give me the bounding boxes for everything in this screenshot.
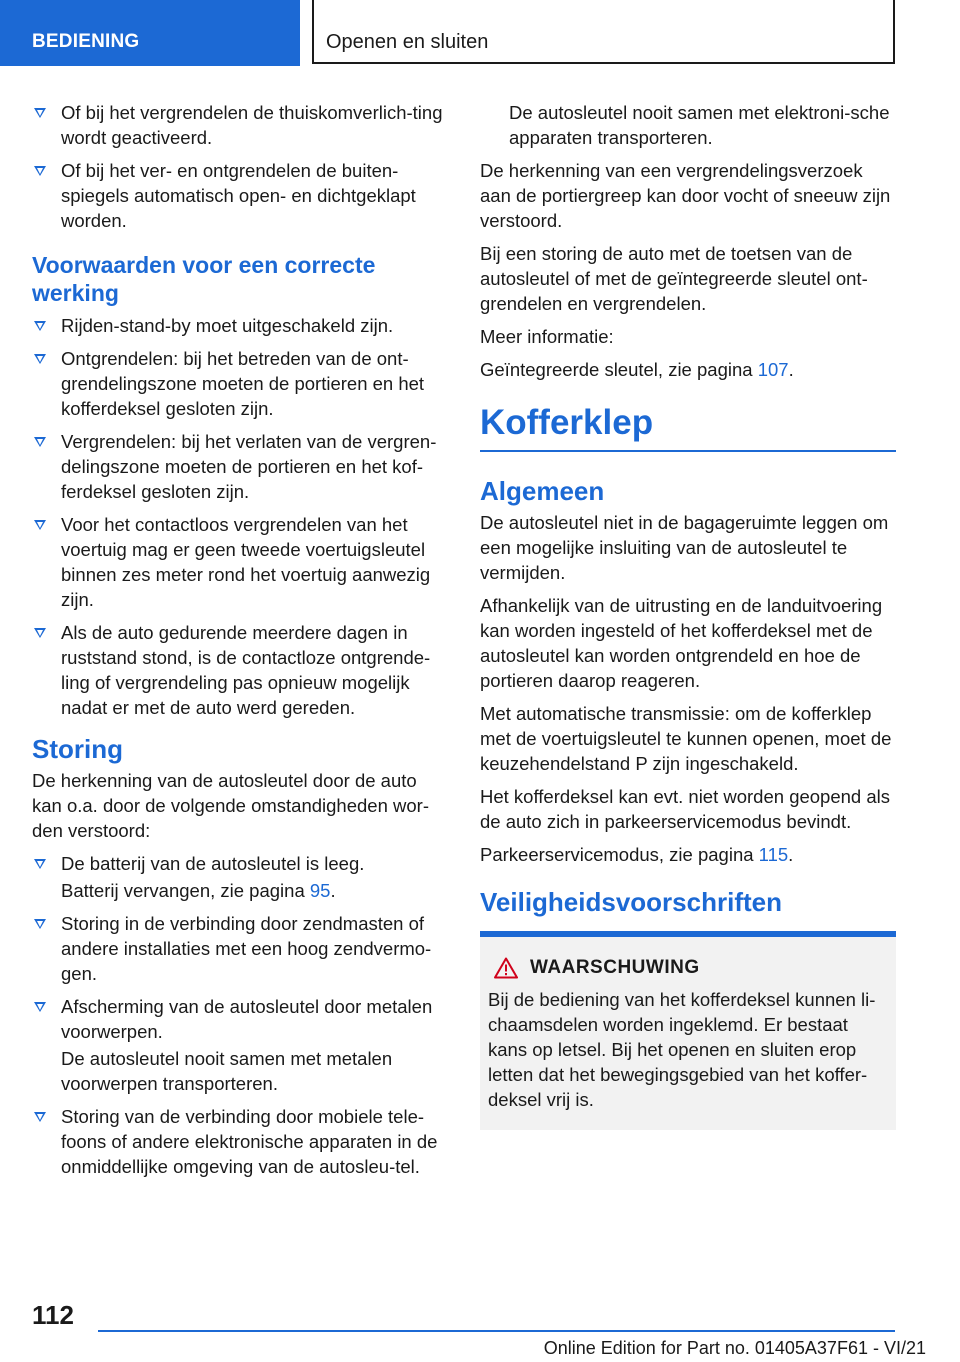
warning-label: WAARSCHUWING [530,957,700,978]
paragraph: Parkeerservicemodus, zie pagina 115. [480,844,794,865]
page-link-115[interactable]: 115 [758,844,789,865]
bullet-list [32,851,448,1179]
list-item: Vergrendelen: bij het verlaten van de vergren‐delingszone moeten de portieren en het kof‐ferdeksel gesloten zijn. [32,429,448,504]
list-item: Storing van de verbinding door mobiele tele‐foons of andere elektronische apparaten in de onmiddellijke omgeving van de autosleu‐tel. [32,1104,448,1179]
storing-intro: De herkenning van de autosleutel door de auto kan o.a. door de volgende omstandigheden wor‐den verstoord: [32,770,429,841]
triangle-bullet-icon [34,166,46,176]
paragraph: Meer informatie: [480,326,614,347]
list-item: Storing in de verbinding door zendmasten of andere installaties met een hoog zendvermo‐gen. [32,911,448,986]
list-item: De batterij van de autosleutel is leeg. Batterij vervangen, zie pagina 95. [32,851,448,903]
section-tab: BEDIENING [0,0,300,66]
paragraph: Het kofferdeksel kan evt. niet worden geopend als de auto zich in parkeerservicemodus bevindt. [480,786,890,832]
list-item: Rijden-stand-by moet uitgeschakeld zijn. [32,313,448,338]
list-item: Als de auto gedurende meerdere dagen in ruststand stond, is de contactloze ontgrende‐ling of vergrendeling pas opnieuw mogelijk nadat er met de auto werd gereden. [32,620,448,720]
continuation-text: De autosleutel nooit samen met elektroni‐sche apparaten transporteren. [509,102,890,148]
triangle-bullet-icon [34,919,46,929]
triangle-bullet-icon [34,354,46,364]
sub-paragraph: De autosleutel nooit samen met metalen voorwerpen transporteren. [61,1048,393,1094]
warning-triangle-icon [494,957,518,979]
triangle-bullet-icon [34,1002,46,1012]
triangle-bullet-icon [34,628,46,638]
paragraph: Afhankelijk van de uitrusting en de landuitvoering kan worden ingesteld of het kofferdeksel met de autosleutel kan worden ontgrendeld en hoe de portieren daarop reageren. [480,595,883,691]
section-heading-algemeen: Algemeen [480,476,605,506]
triangle-bullet-icon [34,1112,46,1122]
list-item: Afscherming van de autosleutel door metalen voorwerpen. De autosleutel nooit samen met metalen voorwerpen transporteren. [32,994,448,1096]
right-column [480,100,896,1130]
triangle-bullet-icon [34,520,46,530]
list-item: Of bij het ver- en ontgrendelen de buiten‐spiegels automatisch open- en dichtgeklapt worden. [32,158,448,233]
paragraph: Bij een storing de auto met de toetsen van de autosleutel of met de geïntegreerde sleutel ont‐grendelen en vergrendelen. [480,243,868,314]
warning-text: Bij de bediening van het kofferdeksel kunnen li‐chaamsdelen worden ingeklemd. Er bestaat kans op letsel. Bij het openen en sluiten erop letten dat het bewegingsgebied van het koffer‐deksel vrij is. [488,989,876,1110]
page-number: 112 [32,1300,74,1330]
page-link-95[interactable]: 95 [309,880,331,901]
triangle-bullet-icon [34,859,46,869]
warning-box [480,931,896,1130]
section-heading-storing: Storing [32,734,123,764]
list-item: Of bij het vergrendelen de thuiskomverlich‐ting wordt geactiveerd. [32,100,448,150]
warning-header [494,957,888,979]
list-item: Ontgrendelen: bij het betreden van de ont‐grendelingszone moeten de portieren en het kofferdeksel gesloten zijn. [32,346,448,421]
triangle-bullet-icon [34,321,46,331]
chapter-title: Openen en sluiten [312,0,895,64]
bullet-list [32,100,448,233]
page-link-107[interactable]: 107 [757,359,789,380]
chapter-heading-kofferklep: Kofferklep [480,402,896,452]
left-column [32,100,448,1187]
bullet-list [32,313,448,720]
footer-edition: Online Edition for Part no. 01405A37F61 - VI/21 [543,1338,926,1358]
paragraph: De autosleutel niet in de bagageruimte leggen om een mogelijke insluiting van de autosleutel te vermijden. [480,512,889,583]
triangle-bullet-icon [34,437,46,447]
footer-divider [98,1330,895,1332]
paragraph: Geïntegreerde sleutel, zie pagina 107. [480,359,794,380]
triangle-bullet-icon [34,108,46,118]
paragraph: De herkenning van een vergrendelingsverzoek aan de portiergreep kan door vocht of sneeuw zijn verstoord. [480,160,891,231]
section-heading-veiligheid: Veiligheidsvoorschriften [480,887,782,917]
section-heading-voorwaarden: Voorwaarden voor een correcte werking [32,252,376,306]
list-item: Voor het contactloos vergrendelen van het voertuig mag er geen tweede voertuigsleutel binnen zes meter rond het voertuig aanwezig zijn. [32,512,448,612]
paragraph: Met automatische transmissie: om de kofferklep met de voertuigsleutel te kunnen openen, moet de keuzehendelstand P zijn ingeschakeld. [480,703,892,774]
sub-paragraph: Batterij vervangen, zie pagina 95. [61,880,336,901]
